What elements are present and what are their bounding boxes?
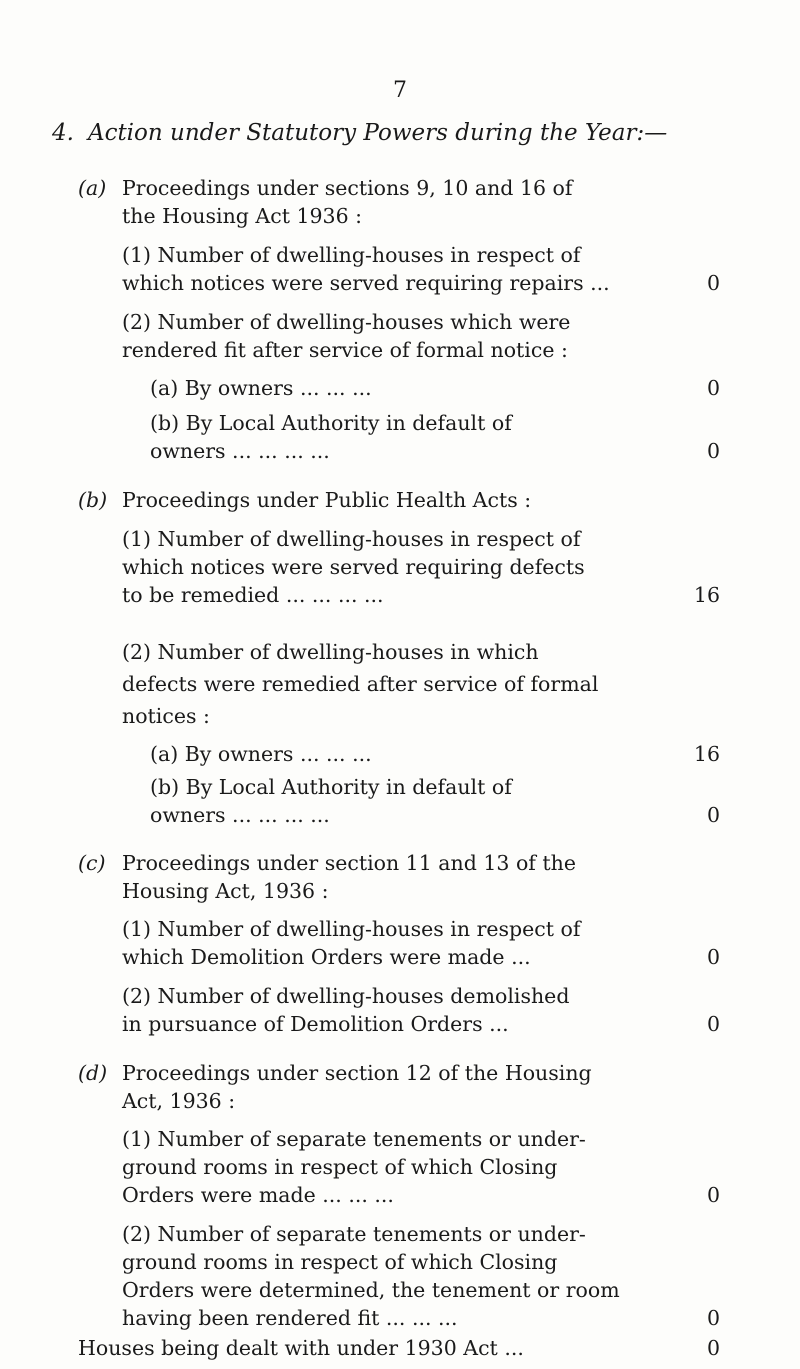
c-item-1-value: 0 <box>706 945 720 969</box>
subsection-b-heading: Proceedings under Public Health Acts : <box>122 488 532 512</box>
subsection-a-heading: Proceedings under sections 9, 10 and 16 of <box>122 176 573 200</box>
a-item-2b-value: 0 <box>706 439 720 463</box>
b-item-2b-value: 0 <box>706 803 720 827</box>
section-title-text: Action under Statutory Powers during the Year:— <box>87 120 668 146</box>
d-item-2-cont2: Orders were determined, the tenement or room <box>122 1278 620 1302</box>
a-item-1-cont: which notices were served requiring repairs ... <box>122 271 610 295</box>
houses-1930-act-value: 0 <box>706 1336 720 1360</box>
b-item-1-cont2: to be remedied ... ... ... ... <box>122 583 384 607</box>
b-item-2: (2) Number of dwelling-houses in which <box>122 640 539 664</box>
a-item-1: (1) Number of dwelling-houses in respect of <box>122 243 581 267</box>
b-item-2a-value: 16 <box>693 742 720 766</box>
a-item-2: (2) Number of dwelling-houses which were <box>122 310 571 334</box>
subsection-d-heading-cont: Act, 1936 : <box>122 1089 236 1113</box>
a-item-2b: (b) By Local Authority in default of <box>150 411 512 435</box>
a-item-1-value: 0 <box>706 271 720 295</box>
d-item-2-value: 0 <box>706 1306 720 1330</box>
section-title <box>52 120 667 146</box>
subsection-a-label: (a) <box>78 176 107 200</box>
b-item-2-cont: defects were remedied after service of formal <box>122 672 599 696</box>
d-item-1-cont2: Orders were made ... ... ... <box>122 1183 394 1207</box>
b-item-1-value: 16 <box>693 583 720 607</box>
subsection-a-heading-cont: the Housing Act 1936 : <box>122 204 363 228</box>
b-item-2-cont2: notices : <box>122 704 210 728</box>
c-item-2-value: 0 <box>706 1012 720 1036</box>
subsection-b-label: (b) <box>78 488 108 512</box>
b-item-2b: (b) By Local Authority in default of <box>150 775 512 799</box>
b-item-1: (1) Number of dwelling-houses in respect of <box>122 527 581 551</box>
subsection-c-label: (c) <box>78 851 106 875</box>
c-item-2-cont: in pursuance of Demolition Orders ... <box>122 1012 509 1036</box>
a-item-2a: (a) By owners ... ... ... <box>150 376 372 400</box>
a-item-2-cont: rendered fit after service of formal notice : <box>122 338 568 362</box>
section-number: 4. <box>52 120 74 146</box>
d-item-2-cont3: having been rendered fit ... ... ... <box>122 1306 458 1330</box>
d-item-1-cont: ground rooms in respect of which Closing <box>122 1155 558 1179</box>
a-item-2a-value: 0 <box>706 376 720 400</box>
page-number: 7 <box>393 78 407 103</box>
subsection-c-heading: Proceedings under section 11 and 13 of the <box>122 851 576 875</box>
subsection-c-heading-cont: Housing Act, 1936 : <box>122 879 329 903</box>
c-item-2: (2) Number of dwelling-houses demolished <box>122 984 570 1008</box>
b-item-2b-cont: owners ... ... ... ... <box>150 803 330 827</box>
d-item-1: (1) Number of separate tenements or under- <box>122 1127 586 1151</box>
subsection-d-label: (d) <box>78 1061 108 1085</box>
b-item-2a: (a) By owners ... ... ... <box>150 742 372 766</box>
a-item-2b-cont: owners ... ... ... ... <box>150 439 330 463</box>
d-item-2-cont: ground rooms in respect of which Closing <box>122 1250 558 1274</box>
c-item-1: (1) Number of dwelling-houses in respect of <box>122 917 581 941</box>
b-item-1-cont: which notices were served requiring defects <box>122 555 585 579</box>
c-item-1-cont: which Demolition Orders were made ... <box>122 945 531 969</box>
d-item-1-value: 0 <box>706 1183 720 1207</box>
houses-1930-act-line: Houses being dealt with under 1930 Act ... <box>78 1336 524 1360</box>
subsection-d-heading: Proceedings under section 12 of the Housing <box>122 1061 592 1085</box>
d-item-2: (2) Number of separate tenements or under- <box>122 1222 586 1246</box>
